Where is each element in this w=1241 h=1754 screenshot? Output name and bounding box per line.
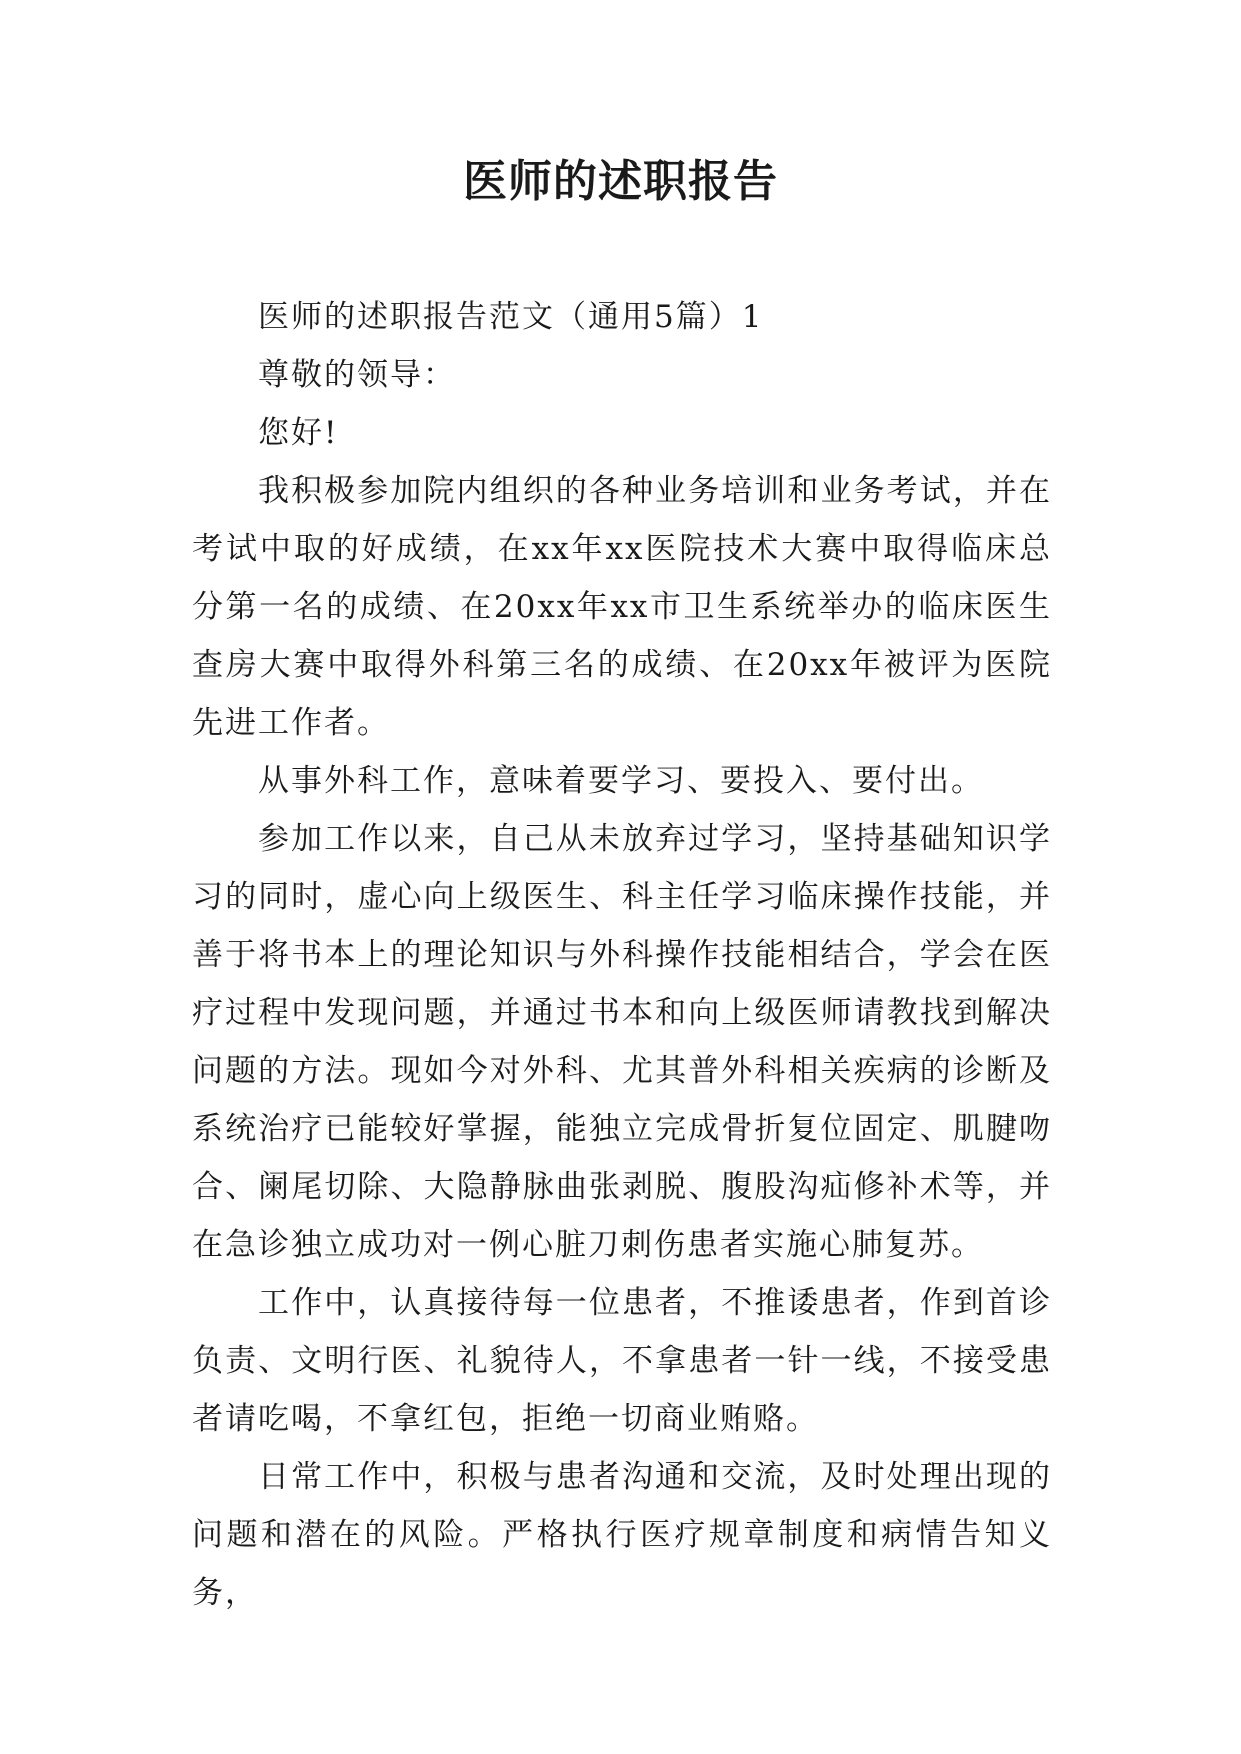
document-body: [192, 288, 1052, 1622]
paragraph: 从事外科工作，意味着要学习、要投入、要付出。: [258, 763, 984, 799]
paragraph: 我积极参加院内组织的各种业务培训和业务考试，并在考试中取的好成绩，在xx年xx医院技术大赛中取得临床总分第一名的成绩、在20xx年xx市卫生系统举办的临床医生查房大赛中取得外科第三名的成绩、在20xx年被评为医院先进工作者。: [192, 473, 1052, 741]
paragraph: 工作中，认真接待每一位患者，不推诿患者，作到首诊负责、文明行医、礼貌待人，不拿患者一针一线，不接受患者请吃喝，不拿红包，拒绝一切商业贿赂。: [192, 1285, 1052, 1437]
paragraph: 参加工作以来，自己从未放弃过学习，坚持基础知识学习的同时，虚心向上级医生、科主任学习临床操作技能，并善于将书本上的理论知识与外科操作技能相结合，学会在医疗过程中发现问题，并通过书本和向上级医师请教找到解决问题的方法。现如今对外科、尤其普外科相关疾病的诊断及系统治疗已能较好掌握，能独立完成骨折复位固定、肌腱吻合、阑尾切除、大隐静脉曲张剥脱、腹股沟疝修补术等，并在急诊独立成功对一例心脏刀刺伤患者实施心肺复苏。: [192, 821, 1052, 1263]
paragraph: 日常工作中，积极与患者沟通和交流，及时处理出现的问题和潜在的风险。严格执行医疗规章制度和病情告知义务，: [192, 1459, 1052, 1611]
paragraph-salutation: 尊敬的领导：: [258, 357, 456, 393]
paragraph-greeting: 您好!: [258, 415, 339, 451]
paragraph-heading: 医师的述职报告范文（通用5篇）1: [258, 299, 764, 335]
document-title: 医师的述职报告: [463, 156, 778, 207]
